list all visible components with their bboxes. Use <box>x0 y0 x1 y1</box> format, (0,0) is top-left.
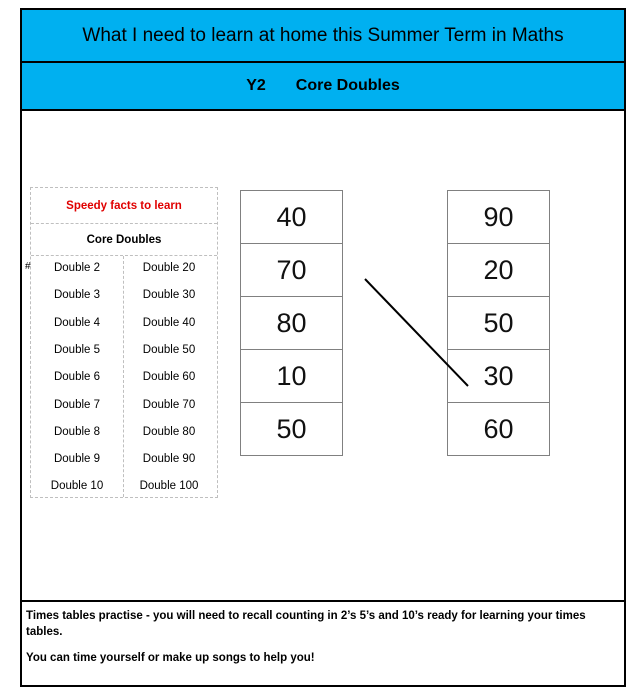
right-number-box[interactable]: 60 <box>447 402 550 456</box>
fact-item: Double 3 <box>53 289 101 302</box>
left-number-box[interactable]: 50 <box>240 402 343 456</box>
fact-item: Double 6 <box>53 371 101 384</box>
fact-item: Double 50 <box>142 343 196 356</box>
footer-line-2: You can time yourself or make up songs to help you! <box>26 652 315 664</box>
fact-item: Double 40 <box>142 316 196 329</box>
fact-item: Double 8 <box>53 425 101 438</box>
left-number-box[interactable]: 70 <box>240 243 343 296</box>
right-number-box[interactable]: 90 <box>447 190 550 243</box>
right-number-box[interactable]: 30 <box>447 349 550 402</box>
fact-item: Double 5 <box>53 343 101 356</box>
year-label: Y2 <box>246 77 266 94</box>
facts-subheading: Core Doubles <box>31 224 217 256</box>
fact-item: Double 90 <box>142 453 196 466</box>
fact-item: Double 70 <box>142 398 196 411</box>
fact-item: Double 60 <box>142 371 196 384</box>
fact-item: Double 30 <box>142 289 196 302</box>
left-number-box[interactable]: 40 <box>240 190 343 243</box>
fact-item: Double 9 <box>53 453 101 466</box>
topic-label: Core Doubles <box>295 77 400 94</box>
right-number-column <box>447 190 550 456</box>
fact-item: Double 2 <box>53 262 101 274</box>
right-number-box[interactable]: 50 <box>447 296 550 349</box>
fact-item: Double 10 <box>50 480 104 493</box>
footer-line-1: Times tables practise - you will need to recall counting in 2’s 5’s and 10’s ready for learning your times tables. <box>26 610 586 638</box>
left-number-column <box>240 190 343 456</box>
fact-item: Double 20 <box>142 262 196 274</box>
page-title-text: What I need to learn at home this Summer Term in Maths <box>82 24 564 46</box>
fact-item: Double 100 <box>139 480 199 493</box>
footer-note <box>22 600 624 685</box>
facts-table <box>30 187 218 498</box>
left-number-box[interactable]: 80 <box>240 296 343 349</box>
facts-heading: Speedy facts to learn <box>31 188 217 224</box>
left-number-box[interactable]: 10 <box>240 349 343 402</box>
page-title <box>22 10 624 63</box>
fact-item: Double 7 <box>53 398 101 411</box>
fact-item: Double 80 <box>142 425 196 438</box>
fact-item: Double 4 <box>53 316 101 329</box>
right-number-box[interactable]: 20 <box>447 243 550 296</box>
row-marker: # <box>25 261 31 272</box>
topic-banner <box>22 63 624 111</box>
